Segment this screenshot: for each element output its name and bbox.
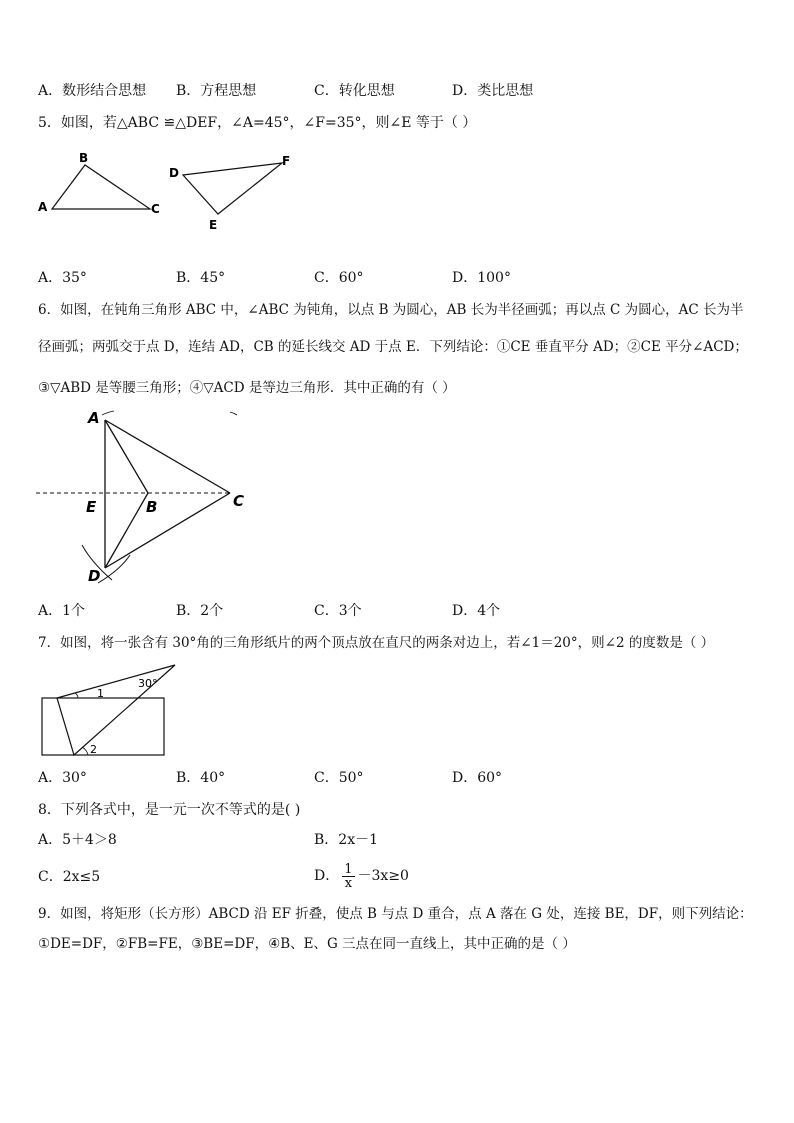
q5-option-b[interactable]: B．45°	[176, 270, 226, 286]
q6-label-a: A	[88, 409, 100, 427]
q5-label-c: C	[151, 202, 160, 216]
q5-label-b: B	[79, 151, 89, 165]
q6-segment-ac	[105, 420, 230, 493]
q7-option-d[interactable]: D．60°	[452, 770, 503, 786]
q6-stem-line1: 6．如图，在钝角三角形 ABC 中，∠ABC 为钝角，以点 B 为圆心，AB 长为半径画弧；再以点 C 为圆心，AC 长为半	[38, 302, 744, 318]
q6-label-c: C	[233, 492, 245, 510]
q7-label-30: 30°	[138, 677, 158, 690]
q8-option-d-prefix: D．	[314, 868, 340, 884]
q8-option-c[interactable]: C．2x≤5	[38, 869, 101, 885]
q6-option-d[interactable]: D．4个	[452, 603, 501, 619]
q6-option-c[interactable]: C．3个	[314, 603, 362, 619]
q5-label-d: D	[169, 166, 179, 180]
q7-option-c[interactable]: C．50°	[314, 770, 364, 786]
q8-option-d-rest: －3x≥0	[357, 868, 409, 884]
q6-stem-line2: 径画弧；两弧交于点 D，连结 AD，CB 的延长线交 AD 于点 E．下列结论：①CE 垂直平分 AD；②CE 平分∠ACD；	[38, 339, 748, 355]
q6-option-a[interactable]: A．1个	[38, 603, 86, 619]
q8-option-d[interactable]	[314, 858, 409, 894]
q6-option-b[interactable]: B．2个	[176, 603, 224, 619]
q4-option-b[interactable]: B．方程思想	[176, 83, 257, 99]
q5-label-a: A	[38, 200, 48, 214]
q6-arc-2	[98, 555, 130, 583]
q5-label-e: E	[209, 218, 218, 232]
q8-option-d-denominator: x	[344, 875, 353, 891]
q4-option-d[interactable]: D．类比思想	[452, 83, 534, 99]
q4-option-a[interactable]: A．数形结合思想	[38, 83, 147, 99]
q5-label-f: F	[282, 154, 291, 168]
q6-label-e: E	[86, 498, 97, 516]
q7-label-2: 2	[90, 743, 97, 756]
q8-option-a[interactable]: A．5＋4＞8	[38, 832, 117, 848]
q6-segment-cd	[105, 493, 230, 568]
q7-ruler	[42, 698, 164, 755]
q9-stem-line1: 9．如图，将矩形（长方形）ABCD 沿 EF 折叠，使点 B 与点 D 重合，点 A 落在 G 处，连接 BE，DF，则下列结论：	[38, 906, 753, 922]
q7-option-b[interactable]: B．40°	[176, 770, 226, 786]
q8-option-b[interactable]: B．2x－1	[314, 832, 378, 848]
q7-label-1: 1	[97, 687, 104, 700]
q8-stem: 8．下列各式中，是一元一次不等式的是( )	[38, 802, 301, 818]
q6-segment-bd	[105, 493, 148, 568]
q6-arc-4	[230, 412, 237, 415]
q8-option-d-fraction	[342, 863, 354, 890]
q7-stem: 7．如图，将一张含有 30°角的三角形纸片的两个顶点放在直尺的两条对边上，若∠1＝20°，则∠2 的度数是（ ）	[38, 635, 715, 651]
q7-option-a[interactable]: A．30°	[38, 770, 87, 786]
q5-option-c[interactable]: C．60°	[314, 270, 364, 286]
q6-figure	[30, 405, 270, 590]
q5-triangle-def	[183, 163, 282, 214]
q4-option-c[interactable]: C．转化思想	[314, 83, 395, 99]
q7-figure	[36, 660, 196, 760]
q6-label-d: D	[88, 567, 101, 585]
q5-option-a[interactable]: A．35°	[38, 270, 87, 286]
q6-segment-ab	[105, 420, 148, 493]
q5-triangle-abc	[52, 165, 150, 209]
q6-arc-3	[102, 411, 114, 415]
q5-stem: 5．如图，若△ABC ≌△DEF，∠A=45°，∠F=35°，则∠E 等于（ ）	[38, 115, 477, 131]
q9-stem-line2: ①DE=DF，②FB=FE，③BE=DF，④B、E、G 三点在同一直线上，其中正确的是（ ）	[38, 936, 576, 952]
q6-label-b: B	[146, 498, 158, 516]
q7-angle2-arc	[82, 747, 88, 755]
q8-option-d-numerator: 1	[344, 861, 353, 877]
q7-angle1-arc	[75, 693, 78, 698]
q5-figure	[30, 148, 310, 238]
q5-option-d[interactable]: D．100°	[452, 270, 511, 286]
q6-stem-line3: ③▽ABD 是等腰三角形；④▽ACD 是等边三角形．其中正确的有（ ）	[38, 380, 456, 396]
